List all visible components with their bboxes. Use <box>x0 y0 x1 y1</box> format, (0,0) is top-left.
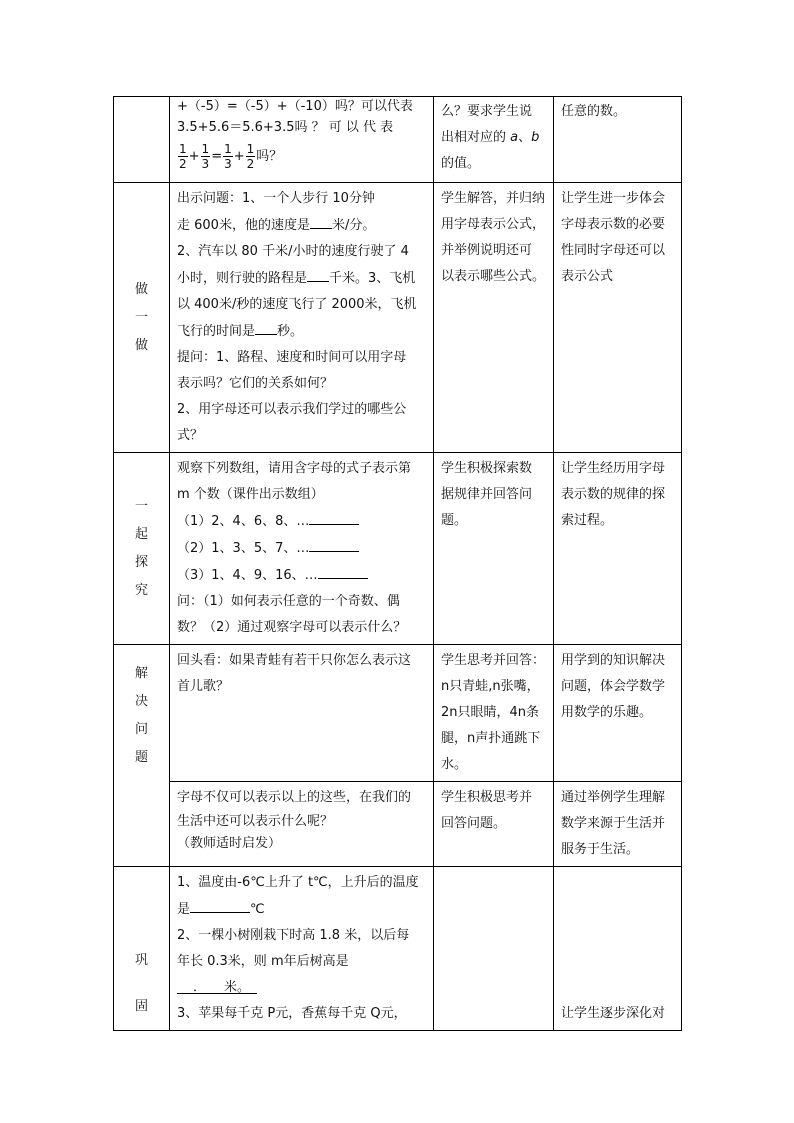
content-cell <box>170 453 434 645</box>
intent-line: 性同时字母还可以 <box>561 243 666 258</box>
student-line: 学生积极思考并 <box>441 790 533 805</box>
student-line: 学生思考并回答： <box>441 653 546 668</box>
student-activity-cell <box>434 97 554 183</box>
content-line: 2、用字母还可以表示我们学过的哪些公 <box>177 402 407 417</box>
content-line: （3）1、4、9、16、… <box>177 562 428 589</box>
student-line: 用字母表示公式， <box>441 217 546 232</box>
answer-blank <box>190 896 250 913</box>
fraction: $\frac{1}{3}$ <box>224 142 232 171</box>
design-intent-cell <box>554 453 682 645</box>
intent-line: 表示数的规律的探 <box>561 487 666 502</box>
fraction: $\frac{1}{2}$ <box>179 142 187 171</box>
intent-line: 让学生经历用字母 <box>561 461 666 476</box>
student-line: 2n只眼睛，4n条 <box>441 705 540 720</box>
intent-line: 任意的数。 <box>561 104 627 119</box>
section-label: 一 起 探 究 <box>134 498 148 598</box>
intent-line: 问题，体会学数学 <box>561 679 666 694</box>
content-line: 式？ <box>177 428 204 443</box>
table-row <box>114 97 682 183</box>
section-label-cell <box>114 645 170 867</box>
answer-blank <box>310 212 332 229</box>
table-row <box>114 782 682 867</box>
design-intent-cell <box>554 867 682 1031</box>
content-line: m 个数（课件出示数组） <box>177 487 324 502</box>
student-line: 的值。 <box>441 156 481 171</box>
answer-blank <box>318 562 368 579</box>
section-label-cell <box>114 867 170 1031</box>
content-line: 出示问题：1、一个人步行 10分钟 <box>177 191 375 206</box>
table-row <box>114 183 682 453</box>
student-activity-cell <box>434 645 554 782</box>
student-line: 题。 <box>441 513 468 528</box>
intent-line: 索过程。 <box>561 513 614 528</box>
intent-line: 字母表示数的必要 <box>561 217 666 232</box>
table-row <box>114 453 682 645</box>
intent-line: 表示公式 <box>561 269 614 284</box>
intent-line: 用数学的乐趣。 <box>561 705 653 720</box>
student-line: 据规律并回答问 <box>441 487 533 502</box>
answer-blank <box>255 318 277 335</box>
intent-line: 让学生逐步深化对 <box>561 1006 666 1021</box>
lesson-plan-table <box>113 96 682 1031</box>
content-line: 生活中还可以表示什么呢？ <box>177 814 334 829</box>
student-activity-cell <box>434 453 554 645</box>
student-activity-cell <box>434 183 554 453</box>
content-line: 观察下列数组，请用含字母的式子表示第 <box>177 461 412 476</box>
table-row <box>114 645 682 782</box>
section-label: 巩 固 <box>134 952 148 1014</box>
content-line: 3.5+5.6＝5.6+3.5吗 ？ 可 以 代 表 <box>177 120 394 135</box>
intent-line: 用学到的知识解决 <box>561 653 666 668</box>
answer-blank: ． 米。 <box>177 975 257 994</box>
design-intent-cell <box>554 183 682 453</box>
content-line: +（-5）=（-5）+（-10）吗？可以代表 <box>177 99 413 114</box>
section-label-cell <box>114 453 170 645</box>
content-line: 飞行的时间是 秒。 <box>177 318 428 345</box>
fraction: $\frac{1}{2}$ <box>246 142 255 171</box>
content-line: 提问：1、路程、速度和时间可以用字母 <box>177 350 407 365</box>
content-line: （2）1、3、5、7、… <box>177 535 428 562</box>
content-line <box>177 975 428 1001</box>
student-line: 并举例说明还可 <box>441 243 533 258</box>
student-activity-cell <box>434 782 554 867</box>
section-label-cell <box>114 97 170 183</box>
student-line: 腿，n声扑通跳下 <box>441 731 541 746</box>
content-cell <box>170 645 434 782</box>
fraction-equation: $\frac{1}{2}$ + $\frac{1}{3}$ = $\frac{1}{3}$ + $\frac{1}{2}$ 吗？ <box>179 142 283 171</box>
content-line: 年长 0.3米，则 m年后树高是 <box>177 954 349 969</box>
content-line: 2、汽车以 80 千米/小时的速度行驶了 4 <box>177 244 409 259</box>
content-cell <box>170 183 434 453</box>
content-line: 小时，则行驶的路程是 千米。3、飞机 <box>177 265 428 292</box>
student-line: 么？要求学生说 <box>441 104 533 119</box>
answer-blank <box>307 265 329 282</box>
student-line: 以表示哪些公式。 <box>441 269 546 284</box>
student-activity-cell <box>434 867 554 1031</box>
design-intent-cell <box>554 782 682 867</box>
content-line: 回头看：如果青蛙有若干只你怎么表示这 <box>177 653 412 668</box>
content-line: 字母不仅可以表示以上的这些，在我们的 <box>177 790 412 805</box>
content-line: 2、一棵小树刚栽下时高 1.8 米，以后每 <box>177 928 410 943</box>
design-intent-cell <box>554 645 682 782</box>
content-line: 3、苹果每千克 P元，香蕉每千克 Q元， <box>177 1006 407 1021</box>
section-label: 解 决 问 题 <box>134 665 148 765</box>
content-cell <box>170 867 434 1031</box>
fraction: $\frac{1}{3}$ <box>201 142 210 171</box>
student-line: 学生积极探索数 <box>441 461 533 476</box>
section-label: 做 一 做 <box>134 281 148 353</box>
content-cell <box>170 97 434 183</box>
content-line: 数？（2）通过观察字母可以表示什么？ <box>177 620 407 635</box>
design-intent-cell <box>554 97 682 183</box>
content-line: 走 600米，他的速度是 米/分。 <box>177 212 428 239</box>
intent-line: 让学生进一步体会 <box>561 191 666 206</box>
content-line: （教师适时启发） <box>177 836 282 851</box>
content-line: 1、温度由-6℃上升了 t℃，上升后的温度 <box>177 875 419 890</box>
student-line: 学生解答，并归纳 <box>441 191 546 206</box>
student-line: n只青蛙,n张嘴， <box>441 679 540 694</box>
answer-blank <box>309 508 359 525</box>
student-line: 回答问题。 <box>441 816 507 831</box>
content-line: 以 400米/秒的速度飞行了 2000米，飞机 <box>177 297 417 312</box>
intent-line: 服务于生活。 <box>561 842 640 857</box>
answer-blank <box>309 535 359 552</box>
content-line: （1）2、4、6、8、… <box>177 508 428 535</box>
student-line: 出相对应的 a、b <box>441 130 540 145</box>
section-label-cell <box>114 183 170 453</box>
student-line: 水。 <box>441 757 468 772</box>
content-line: 表示吗？它们的关系如何？ <box>177 376 334 391</box>
content-line: 是 ℃ <box>177 896 428 923</box>
intent-line: 数学来源于生活并 <box>561 816 666 831</box>
intent-line: 通过举例学生理解 <box>561 790 666 805</box>
content-line: 首儿歌？ <box>177 679 230 694</box>
table-row <box>114 867 682 1031</box>
content-cell <box>170 782 434 867</box>
content-line: 问：（1）如何表示任意的一个奇数、偶 <box>177 594 400 609</box>
